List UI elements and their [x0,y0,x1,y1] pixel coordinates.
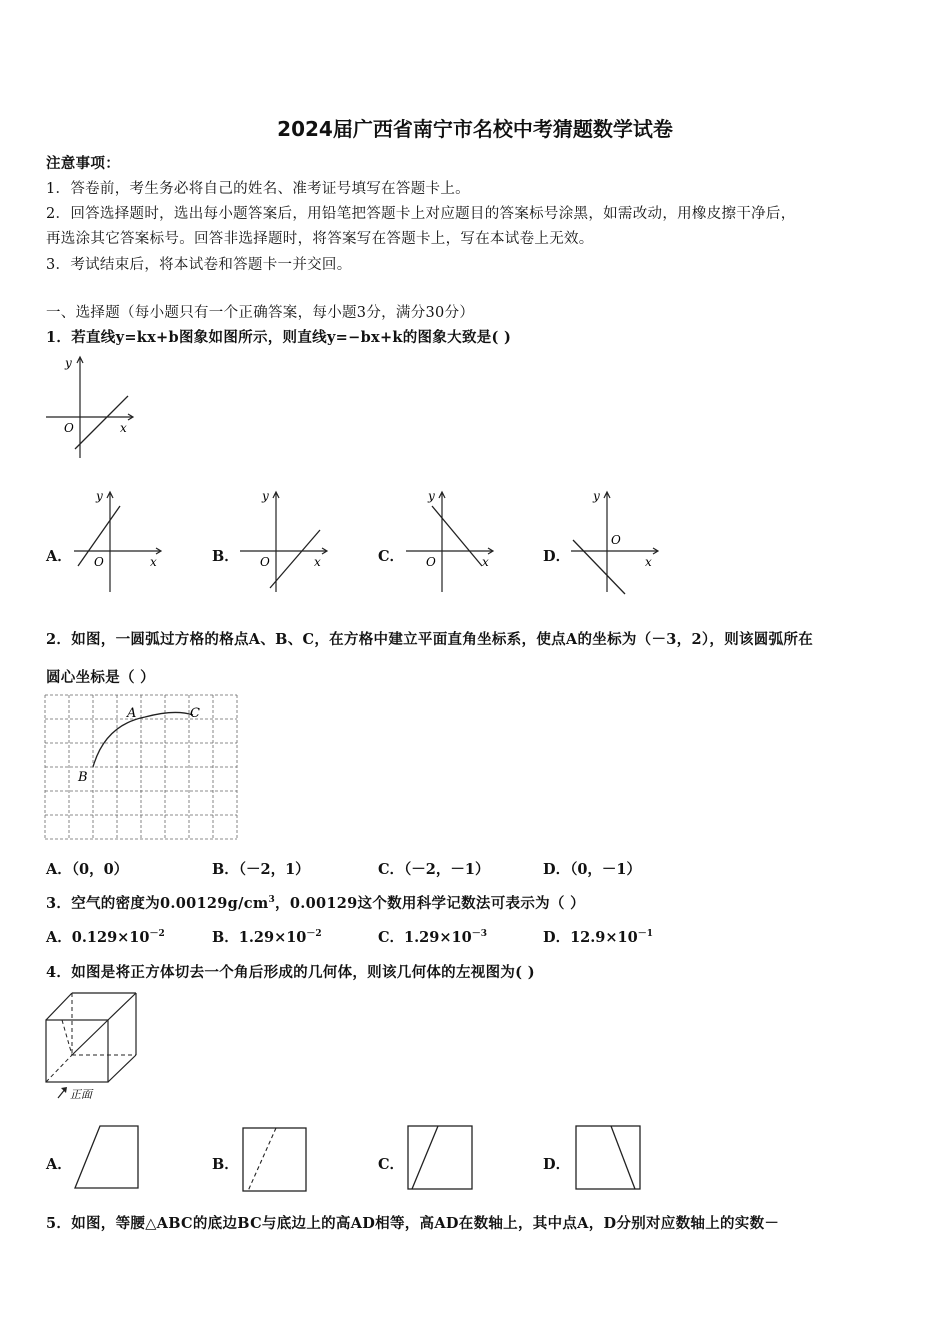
q4-option-a[interactable]: A． [46,1156,72,1173]
q4-option-b-shape [242,1127,308,1193]
notice-item-1: 1．答卷前，考生务必将自己的姓名、准考证号填写在答题卡上。 [46,181,470,197]
q3-option-d-label: D．12.9×10 [543,929,638,946]
q1-option-c[interactable]: C． [378,548,405,565]
q1-a-x-label: x [150,555,157,569]
q3-stem-a: 3．空气的密度为0.00129g/cm [46,895,269,912]
q2-label-b: B [78,770,88,785]
q3-option-b-label: B．1.29×10 [212,929,307,946]
q1-d-y-label: y [593,489,600,503]
q1-c-y-label: y [428,489,435,503]
q1-a-origin-label: O [94,555,104,569]
notice-item-2-cont: 再选涂其它答案标号。回答非选择题时，将答案写在答题卡上，写在本试卷上无效。 [46,231,594,247]
q3-stem-sup: 3 [268,895,276,906]
q1-figure [40,352,140,462]
q3-option-d[interactable] [543,926,653,947]
q1-b-origin-label: O [260,555,270,569]
q1-d-origin-label: O [611,533,621,547]
q1-option-b[interactable]: B． [212,548,239,565]
q4-option-c-shape [407,1125,475,1191]
q3-option-d-exp: －1 [637,929,653,940]
q2-option-d[interactable]: D．（0，－1） [543,861,642,878]
q4-front-label: 正面 [70,1088,92,1101]
page-title: 2024届广西省南宁市名校中考猜题数学试卷 [277,117,673,141]
q1-option-c-graph [400,488,500,598]
q2-option-a[interactable]: A．（0，0） [46,861,129,878]
q3-option-c-exp: －3 [471,929,487,940]
q3-option-b[interactable] [212,926,322,947]
q4-option-c[interactable]: C． [378,1156,405,1173]
q3-stem [46,892,585,913]
q2-grid-figure [45,695,237,839]
q2-label-c: C [190,706,200,721]
notice-heading: 注意事项： [46,155,120,172]
notice-item-3: 3．考试结束后，将本试卷和答题卡一并交回。 [46,257,352,273]
q2-stem-line1: 2．如图，一圆弧过方格的格点A、B、C，在方格中建立平面直角坐标系，使点A的坐标为（－3，2），则该圆弧所在 [46,631,814,648]
q2-label-a: A [127,706,137,721]
q3-option-c[interactable] [378,926,487,947]
q1-option-a[interactable]: A． [46,548,72,565]
q1-figure-x-label: x [120,421,127,435]
q1-stem: 1．若直线y=kx+b图象如图所示，则直线y=−bx+k的图象大致是( ) [46,329,512,346]
q4-option-d-shape [575,1125,643,1191]
q1-figure-origin-label: O [64,421,74,435]
q1-option-d-graph [565,488,665,598]
q1-c-x-label: x [482,555,489,569]
q1-option-d[interactable]: D． [543,548,571,565]
q1-option-b-graph [234,488,334,598]
q3-option-a-exp: －2 [149,929,165,940]
q3-stem-b: ，0.00129这个数用科学记数法可表示为（ ） [275,895,585,912]
q1-figure-y-label: y [65,356,72,370]
q4-option-b[interactable]: B． [212,1156,239,1173]
q1-b-y-label: y [262,489,269,503]
q1-option-a-graph [68,488,168,598]
q5-stem: 5．如图，等腰△ABC的底边BC与底边上的高AD相等，高AD在数轴上，其中点A，D分别对应数轴上的实数－ [46,1215,780,1232]
q1-c-origin-label: O [426,555,436,569]
q2-option-b[interactable]: B．（－2，1） [212,861,310,878]
q1-d-x-label: x [645,555,652,569]
q2-option-c[interactable]: C．（－2，－1） [378,861,490,878]
q4-option-d[interactable]: D． [543,1156,571,1173]
q1-a-y-label: y [96,489,103,503]
q4-option-a-shape [72,1125,142,1191]
q4-stem: 4．如图是将正方体切去一个角后形成的几何体，则该几何体的左视图为( ) [46,964,535,981]
q3-option-c-label: C．1.29×10 [378,929,472,946]
section-heading: 一、选择题（每小题只有一个正确答案，每小题3分，满分30分） [46,305,475,321]
notice-item-2: 2．回答选择题时，选出每小题答案后，用铅笔把答题卡上对应题目的答案标号涂黑，如需改动，用橡皮擦干净后， [46,206,796,222]
q2-stem-line2: 圆心坐标是（ ） [46,669,155,686]
q4-cube-figure [44,990,144,1105]
q3-option-a[interactable] [46,926,165,947]
q3-option-b-exp: －2 [306,929,322,940]
q1-b-x-label: x [314,555,321,569]
q3-option-a-label: A．0.129×10 [46,929,150,946]
